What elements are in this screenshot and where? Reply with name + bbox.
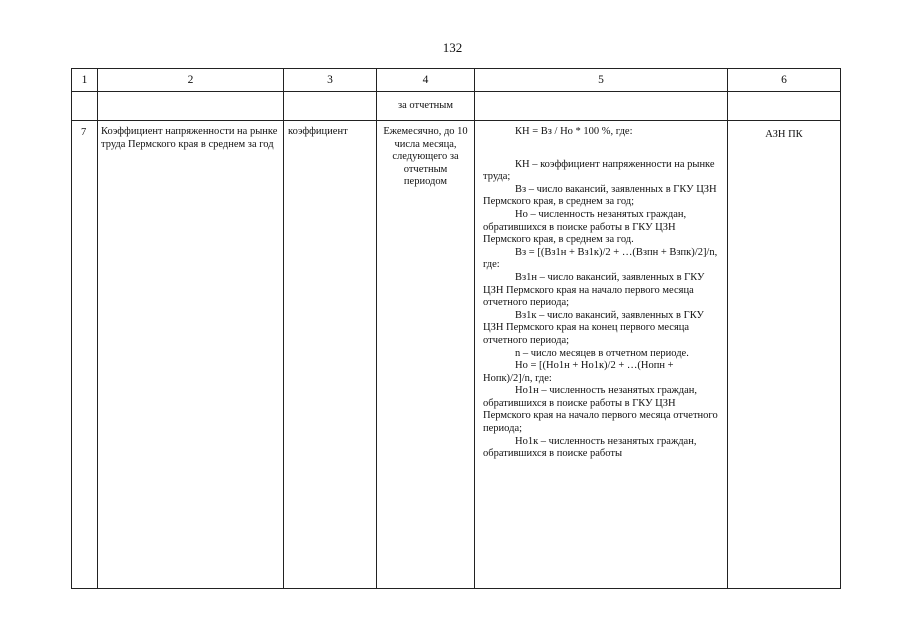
method-paragraph: Вз1н – число вакансий, заявленных в ГКУ ЦЗН Пермского края на начало первого месяца отчетного периода; (483, 271, 705, 309)
reporting-term: Ежемесячно, до 10 числа месяца, следующего за отчетным периодом (377, 121, 475, 589)
method-paragraph: Вз = [(Вз1н + Вз1к)/2 + …(Взпн + Взпк)/2]/n, где: (483, 246, 718, 271)
page-number: 132 (442, 40, 463, 55)
cont-cell-5 (475, 92, 728, 121)
cont-cell-3 (284, 92, 377, 121)
indicator-name: Коэффициент напряженности на рынке труда Пермского края в среднем за год (98, 121, 284, 589)
table-row (72, 121, 841, 589)
header-col-3: 3 (284, 69, 377, 92)
cont-cell-1 (72, 92, 98, 121)
method-paragraph: Но – численность незанятых граждан, обратившихся в поиске работы в ГКУ ЦЗН Пермского края, в среднем за год. (483, 208, 687, 246)
table-header-row (72, 69, 841, 92)
method-paragraph: Но1к – численность незанятых граждан, обратившихся в поиске работы (483, 435, 697, 460)
indicators-table (71, 68, 841, 589)
responsible-party: АЗН ПК (728, 121, 841, 589)
method-paragraph: Вз – число вакансий, заявленных в ГКУ ЦЗН Пермского края, в среднем за год; (483, 183, 717, 208)
unit-of-measure: коэффициент (284, 121, 377, 589)
continuation-row (72, 92, 841, 121)
method-paragraph: Но = [(Но1н + Но1к)/2 + …(Нопн + Нопк)/2]/n, где: (483, 360, 674, 384)
cont-cell-2 (98, 92, 284, 121)
header-col-5: 5 (475, 69, 728, 92)
cont-term-text: за отчетным (398, 99, 453, 111)
header-col-2: 2 (98, 69, 284, 92)
method-paragraph: n – число месяцев в отчетном периоде. (515, 347, 689, 359)
cont-cell-4 (377, 92, 475, 121)
calculation-method (475, 121, 728, 589)
row-number: 7 (72, 121, 98, 589)
cont-cell-6 (728, 92, 841, 121)
method-paragraph: Вз1к – число вакансий, заявленных в ГКУ ЦЗН Пермского края на конец первого месяца отчетного периода; (483, 309, 704, 346)
header-col-1: 1 (72, 69, 98, 92)
header-col-4: 4 (377, 69, 475, 92)
main-formula: КН = Вз / Но * 100 %, где: (515, 126, 633, 137)
method-paragraph: Но1н – численность незанятых граждан, обратившихся в поиске работы в ГКУ ЦЗН Пермского края на начало первого месяца отчетного периода; (483, 385, 718, 435)
method-paragraph: КН – коэффициент напряженности на рынке труда; (483, 158, 715, 183)
header-col-6: 6 (728, 69, 841, 92)
